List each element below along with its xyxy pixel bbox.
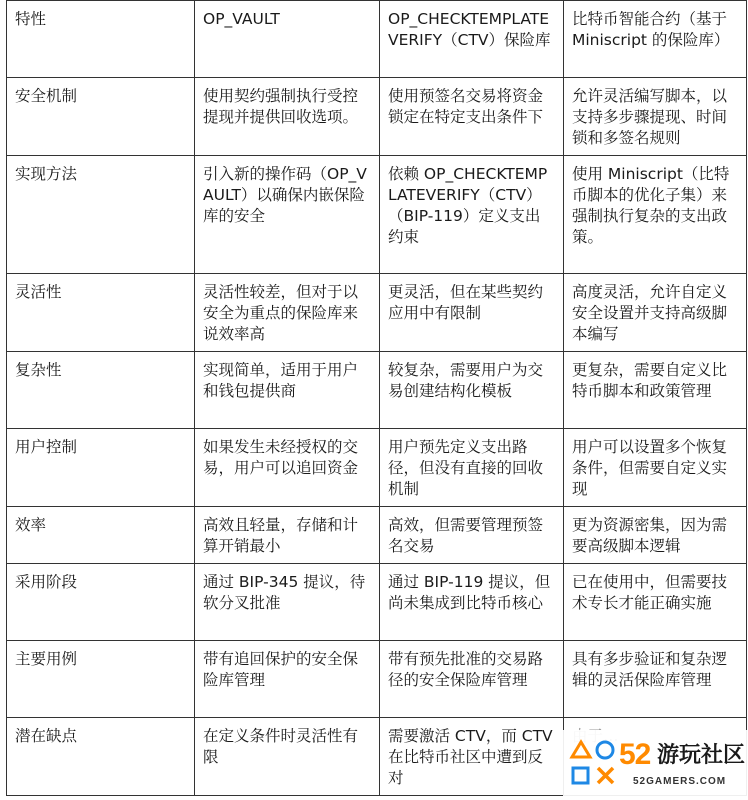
table-cell: 实现简单，适用于用户和钱包提供商: [195, 352, 380, 429]
table-cell: 通过 BIP-345 提议，待软分叉批准: [195, 564, 380, 641]
table-row: [7, 429, 747, 507]
table-cell: 灵活性较差，但对于以安全为重点的保险库来说效率高: [195, 274, 380, 352]
table-row: [7, 156, 747, 274]
watermark-name: 游玩社区: [657, 743, 746, 768]
row-label: 安全机制: [7, 78, 195, 156]
row-label: 主要用例: [7, 641, 195, 718]
table-row: [7, 507, 747, 564]
table-cell: 使用预签名交易将资金锁定在特定支出条件下: [380, 78, 564, 156]
table-row: [7, 352, 747, 429]
table-row: [7, 564, 747, 641]
table-cell: 依赖 OP_CHECKTEMPLATEVERIFY（CTV）（BIP-119）定义支出约束: [380, 156, 564, 274]
table-cell: 高度灵活，允许自定义安全设置并支持高级脚本编写: [564, 274, 747, 352]
comparison-table: [6, 0, 747, 796]
table-cell: 带有追回保护的安全保险库管理: [195, 641, 380, 718]
table-cell: 更灵活，但在某些契约应用中有限制: [380, 274, 564, 352]
table-cell: 带有预先批准的交易路径的安全保险库管理: [380, 641, 564, 718]
watermark-domain: 52GAMERS.COM: [633, 776, 727, 787]
table-cell: 更复杂，需要自定义比特币脚本和政策管理: [564, 352, 747, 429]
row-label: 采用阶段: [7, 564, 195, 641]
watermark: [563, 730, 748, 800]
table-cell: 如果发生未经授权的交易，用户可以追回资金: [195, 429, 380, 507]
table-cell: 高效且轻量，存储和计算开销最小: [195, 507, 380, 564]
table-cell: 通过 BIP-119 提议，但尚未集成到比特币核心: [380, 564, 564, 641]
table-cell: 用户可以设置多个恢复条件，但需要自定义实现: [564, 429, 747, 507]
row-label: 用户控制: [7, 429, 195, 507]
table-cell: 已在使用中，但需要技术专长才能正确实施: [564, 564, 747, 641]
gamepad-buttons-icon: [569, 738, 619, 790]
header-cell-feature: 特性: [7, 1, 195, 78]
table-cell: 在定义条件时灵活性有限: [195, 718, 380, 796]
row-label: 实现方法: [7, 156, 195, 274]
table-row: [7, 78, 747, 156]
watermark-number: 52: [619, 738, 651, 771]
table-cell: 引入新的操作码（OP_VAULT）以确保内嵌保险库的安全: [195, 156, 380, 274]
row-label: 潜在缺点: [7, 718, 195, 796]
header-cell-ctv-vault: OP_CHECKTEMPLATEVERIFY（CTV）保险库: [380, 1, 564, 78]
row-label: 灵活性: [7, 274, 195, 352]
header-cell-op-vault: OP_VAULT: [195, 1, 380, 78]
row-label: 效率: [7, 507, 195, 564]
table-cell: 需要激活 CTV，而 CTV 在比特币社区中遭到反对: [380, 718, 564, 796]
row-label: 复杂性: [7, 352, 195, 429]
header-cell-miniscript-vault: 比特币智能合约（基于 Miniscript 的保险库）: [564, 1, 747, 78]
table-row: [7, 274, 747, 352]
table-cell: 高效，但需要管理预签名交易: [380, 507, 564, 564]
table-cell: 具有多步验证和复杂逻辑的灵活保险库管理: [564, 641, 747, 718]
table-cell: 用户预先定义支出路径，但没有直接的回收机制: [380, 429, 564, 507]
table-row: [7, 641, 747, 718]
table-cell: 允许灵活编写脚本，以支持多步骤提现、时间锁和多签名规则: [564, 78, 747, 156]
table-cell: 较复杂，需要用户为交易创建结构化模板: [380, 352, 564, 429]
table-cell: 更为资源密集，因为需要高级脚本逻辑: [564, 507, 747, 564]
table-cell: 使用 Miniscript（比特币脚本的优化子集）来强制执行复杂的支出政策。: [564, 156, 747, 274]
table-cell: 使用契约强制执行受控提现并提供回收选项。: [195, 78, 380, 156]
table-header-row: [7, 1, 747, 78]
